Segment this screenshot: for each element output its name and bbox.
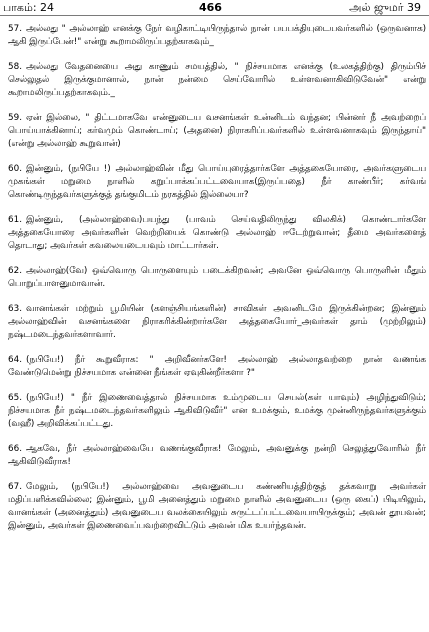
verse-text: மேலும், (நபியே!) அல்லாஹ்வை அவனுடைய கண்ணியத்திற்குத் தக்கவாறு அவர்கள் மதிப்பளிக்கவில்லை; இன்னும், பூமி அனைத்தும் மறுமை நாளில் அவனுடைய (ஒரு கைப்) பிடியிலும், வானங்கள் (அனைத்தும்) அவனுடைய வலக்கையிலும் சுருட்டப்பட்டவையாயிருக்கும்; அவன் தூயவன்; இன்னும், அவர்கள் இணைவைப்பவற்றைவிட்டும் அவன் மிக உயர்ந்தவன். [8, 482, 426, 531]
verse-number: 60. [8, 164, 22, 174]
verse-text: இன்னும், (நபியே !) அல்லாஹ்வின் மீது பொய்யுரைத்தார்களே அத்தகையோரை, அவர்களுடைய முகங்கள் மறுமை நாளில் கறுப்பாக்கப்பட்டவையாக(இருப்பதை) நீர் காண்பீர்; கர்வங் கொண்டிருந்தவர்களுக்குத் தங்குமிடம் நரகத்தில் இல்லையா? [8, 164, 426, 200]
verse-number: 66. [8, 444, 22, 454]
chapter-label: அல் ஜுமர் 39 [349, 1, 421, 14]
verse-number: 64. [8, 355, 22, 365]
verse-number: 58. [8, 62, 22, 72]
verse-text: ஆகவே, நீர் அல்லாஹ்வையே வணங்குவீராக! மேலும், அவனுக்கு நன்றி செலுத்துவோரில் நீர் ஆகிவிடுவீராக! [8, 444, 426, 467]
verse-text: அல்லது " அல்லாஹ் எனக்கு நேர் வழிகாட்டியிருந்தால் நான் பயபக்தியுடையவர்களில் (ஒருவனாக) ஆகி இருப்பேன்!" என்று கூறாமலிருப்பதற்காகவும்_ [8, 24, 426, 47]
page-number: 466 [199, 1, 222, 14]
verse-number: 65. [8, 393, 22, 403]
verse-paragraph [8, 303, 426, 342]
verse-text: ஏன் இல்லை, " திட்டமாகவே என்னுடைய வசனங்கள் உன்னிடம் வந்தன; பின்னர் நீ அவற்றைப் பொய்யாக்கினாய்; கர்வமும் கொண்டாய்; (அதனை) நிராகரிப்பவர்களில் உள்ளவனாகவும் இருந்தாய்" (என்று அல்லாஹ் கூறுவான்) [8, 113, 426, 149]
verse-number: 57. [8, 24, 22, 34]
part-label: பாகம்: 24 [3, 1, 55, 14]
verse-paragraph [8, 481, 426, 533]
verse-text: இன்னும், (அல்லாஹ்வை)பயந்து (பாவம் செய்வதிலிருந்து விலகிக்) கொண்டார்களே அத்தகையோரை அவர்களின் வெற்றியைக் கொண்டு அல்லாஹ் ஈடேற்றுவான்; தீமை அவர்களைத் தொடாது; அவர்கள் கவலையடையவும் மாட்டார்கள். [8, 215, 426, 251]
verse-list [8, 23, 426, 545]
verse-text: வானங்கள் மற்றும் பூமியின் (களஞ்சியங்களின்) சாவிகள் அவனிடமே இருக்கின்றன; இன்னும் அல்லாஹ்வின் வசனங்களை நிராகரிக்கின்றார்களே அத்தகையோர்_அவர்கள் தாம் (முற்றிலும்) நஷ்டமடைந்தவர்களாவார். [8, 304, 426, 340]
verse-number: 63. [8, 304, 22, 314]
verse-paragraph [8, 354, 426, 380]
verse-paragraph [8, 392, 426, 431]
verse-text: அல்லாஹ்(வே) ஒவ்வொரு பொருளையும் படைக்கிறவன்; அவனே ஒவ்வொரு பொருளின் மீதும் பொறுப்பாளனுமாவான். [8, 266, 426, 289]
verse-paragraph [8, 265, 426, 291]
verse-text: (நபியே!) " நீர் இணைவைத்தால் நிச்சயமாக உம்முடைய செயல்(கள் யாவும்) அழிந்துவிடும்; நிச்சயமாக நீர் நஷ்டமடைந்தவர்களிலும் ஆகிவிடுவீர்" என உமக்கும், உமக்கு முன்னிருந்தவர்களுக்கும் (வஹீ) அறிவிக்கப்பட்டது. [8, 393, 426, 429]
verse-number: 67. [8, 482, 22, 492]
verse-paragraph [8, 112, 426, 151]
verse-paragraph [8, 23, 426, 49]
verse-paragraph [8, 61, 426, 100]
verse-number: 62. [8, 266, 22, 276]
verse-number: 61. [8, 215, 22, 225]
verse-number: 59. [8, 113, 22, 123]
verse-paragraph [8, 214, 426, 253]
verse-text: அல்லது வேதனையை அது காணும் சமயத்தில், " நிச்சயமாக எனக்கு (உலகத்திற்கு) திரும்பிச் செல்லுதல் இருக்குமானால், நான் நன்மை செய்வோரில் உள்ளவனாகிவிடுவேன்" என்று கூறாமலிருப்பதற்காகவும்._ [8, 62, 426, 98]
header-divider [0, 15, 429, 16]
verse-text: (நபியே!) நீர் கூறுவீராக: " அறிவீனர்களே! அல்லாஹ் அல்லாதவற்றை நான் வணங்க வேண்டுமென்று நிச்சயமாக என்னை நீங்கள் ஏவுகின்றீர்களா ?" [8, 355, 426, 378]
verse-paragraph [8, 443, 426, 469]
verse-paragraph [8, 163, 426, 202]
